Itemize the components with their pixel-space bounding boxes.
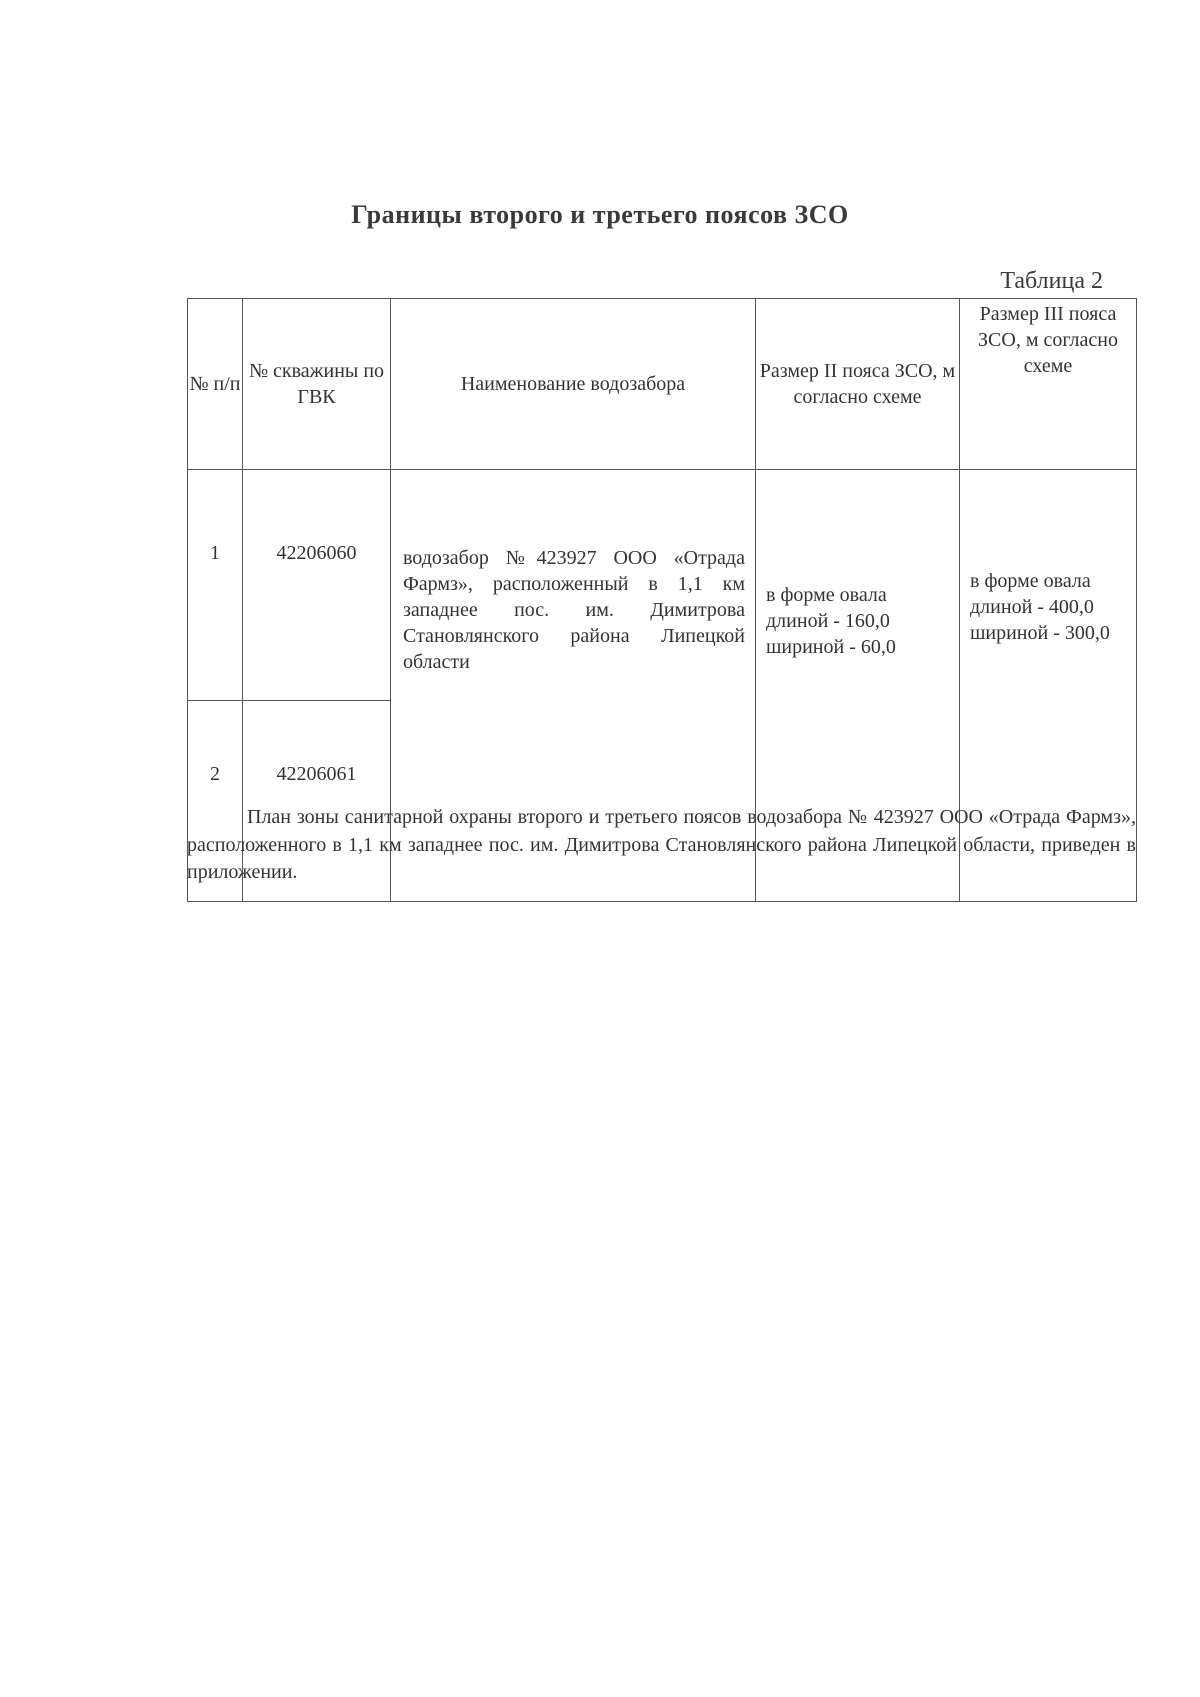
well-number: 42206060 [243, 470, 391, 701]
table-header-row [188, 299, 1137, 470]
table-row [188, 470, 1137, 701]
zone2-size: в форме овала длиной - 160,0 шириной - 60,0 [756, 470, 960, 902]
header-num: № п/п [188, 299, 243, 470]
header-name: Наименование водозабора [391, 299, 756, 470]
intake-name: водозабор №423927 ООО «Отрада Фармз», расположенный в 1,1 км западнее пос. им. Димитрова Становлянского района Липецкой области [391, 470, 756, 902]
document-title: Границы второго и третьего поясов ЗСО [351, 200, 849, 229]
body-paragraph: План зоны санитарной охраны второго и третьего поясов водозабора № 423927 ООО «Отрада Фармз», расположенного в 1,1 км западнее пос. им. Димитрова Становлянского района Липецкой области, приведен в приложении. [187, 806, 1136, 884]
header-size3: Размер III пояса ЗСО, м согласно схеме [960, 299, 1137, 470]
zone3-size: в форме овала длиной - 400,0 шириной - 300,0 [960, 470, 1137, 902]
well-number: 42206061 [243, 701, 391, 902]
header-well: № скважины по ГВК [243, 299, 391, 470]
row-number: 1 [188, 470, 243, 701]
row-number: 2 [188, 701, 243, 902]
table-label: Таблица 2 [1000, 268, 1103, 294]
header-size2: Размер II пояса ЗСО, м согласно схеме [756, 299, 960, 470]
